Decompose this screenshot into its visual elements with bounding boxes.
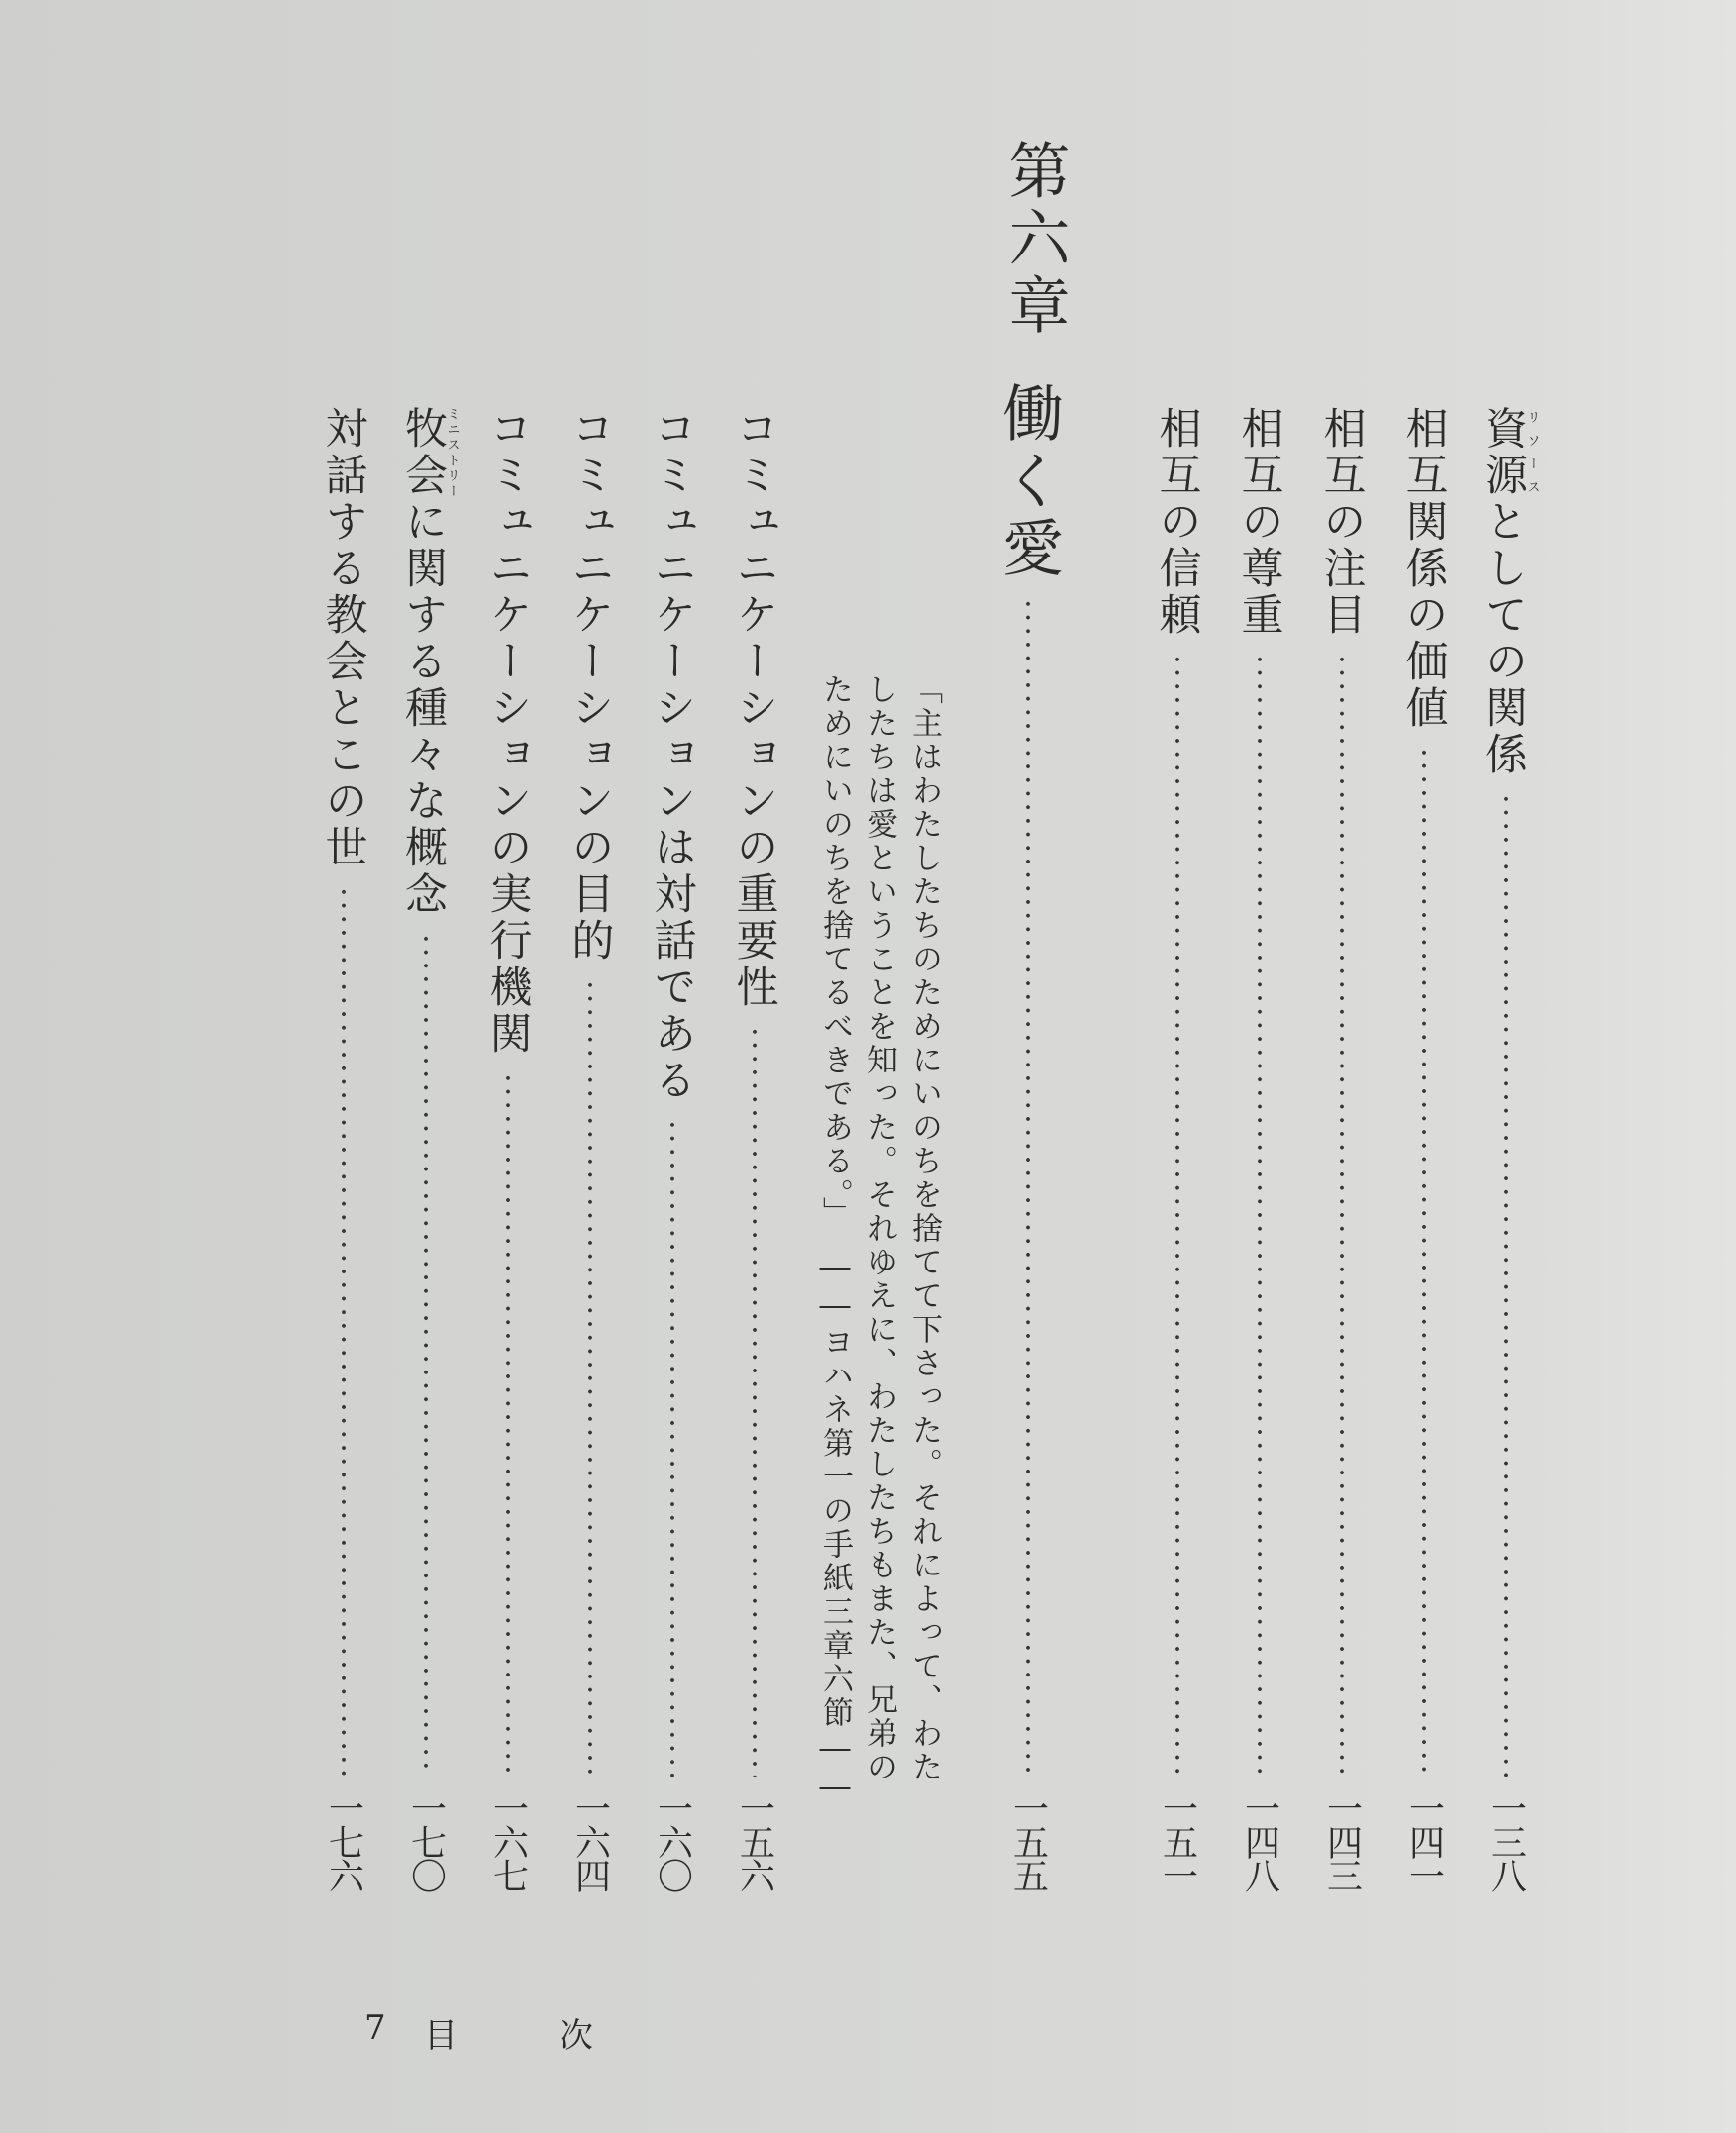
dot-leader [669, 1118, 675, 1777]
chapter-title: 働く愛 [991, 381, 1065, 583]
entry-title: 相互関係の価値 [1398, 406, 1449, 732]
toc-chapter-entry [990, 381, 1066, 1891]
dot-leader [423, 932, 429, 1777]
page-number: 一四三 [1321, 1790, 1363, 1891]
toc-entry-value [1392, 406, 1456, 1891]
dot-leader [1174, 653, 1180, 1777]
entry-title: コミュニケーションの実行機関 [482, 406, 533, 1058]
toc-entry-respect [1228, 406, 1291, 1891]
page-number: 一五五 [1007, 1790, 1049, 1891]
entry-title: コミュニケーションの目的 [564, 406, 615, 965]
toc-entry-trust [1146, 406, 1209, 1891]
page-number: 一七六 [323, 1790, 364, 1891]
toc-entry-attention [1310, 406, 1374, 1891]
toc-entry-importance [723, 406, 786, 1891]
epigraph [812, 673, 946, 1807]
entry-title: コミュニケーションは対話である [647, 406, 697, 1104]
page-number: 一六七 [487, 1790, 529, 1891]
page-number: 一七〇 [405, 1790, 447, 1891]
entry-title: 対話する教会とこの世 [318, 406, 368, 871]
dot-leader [341, 885, 347, 1777]
epigraph-line: ためにいのちを捨てるべきである。」 ――ヨハネ第一の手紙三章六節―― [817, 673, 853, 1807]
dot-leader [1025, 597, 1031, 1777]
entry-title: 相互の尊重 [1234, 406, 1284, 639]
toc-entry-agency [476, 406, 540, 1891]
entry-title: 相互の注目 [1316, 406, 1367, 639]
chapter-label: 第六章 [998, 139, 1071, 341]
entry-title: 牧会ミニストリーに関する種々な概念 [398, 406, 460, 918]
entry-title: コミュニケーションの重要性 [729, 406, 779, 1011]
toc-entry-purpose [559, 406, 622, 1891]
footer-page-number: 7 [364, 2008, 386, 2048]
ruby-word: 資源リソース [1479, 406, 1540, 499]
dot-leader [505, 1071, 511, 1777]
footer-label: 目 [424, 2016, 458, 2056]
ruby-word: 牧会ミニストリー [398, 406, 460, 499]
page-number: 一三八 [1485, 1790, 1527, 1891]
page-number: 一五一 [1157, 1790, 1198, 1891]
toc-entry-church-world [312, 406, 375, 1891]
dot-leader [1339, 653, 1345, 1777]
epigraph-line: したちは愛ということを知った。それゆえに、わたしたちもまた、兄弟の [862, 673, 897, 1784]
toc-entry-resources [1475, 406, 1538, 1891]
dot-leader [1257, 653, 1263, 1777]
epigraph-line: 「主はわたしたちのためにいのちを捨てて下さった。それによって、わた [906, 673, 942, 1784]
dot-leader [752, 1025, 758, 1777]
toc-entry-ministry [394, 406, 458, 1891]
entry-title: 相互の信頼 [1152, 406, 1202, 639]
page-number: 一四八 [1239, 1790, 1280, 1891]
footer-label: 次 [560, 2016, 593, 2056]
dot-leader [587, 978, 593, 1777]
page-number: 一四一 [1403, 1790, 1445, 1891]
dot-leader [1503, 792, 1509, 1777]
page-number: 一六〇 [652, 1790, 693, 1891]
toc-entry-dialogue [641, 406, 704, 1891]
entry-title: 資源リソースとしての関係 [1479, 406, 1540, 778]
page-number: 一六四 [569, 1790, 611, 1891]
page-number: 一五六 [734, 1790, 775, 1891]
dot-leader [1421, 746, 1427, 1777]
